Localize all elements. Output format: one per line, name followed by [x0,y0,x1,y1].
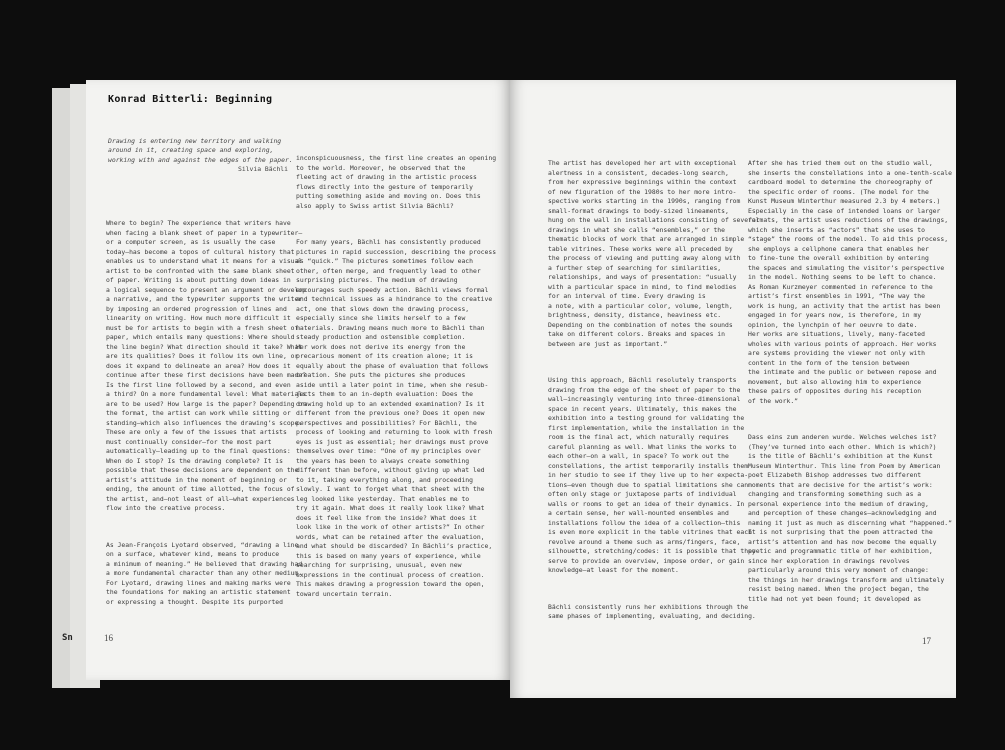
essay-title: Konrad Bitterli: Beginning [108,94,273,105]
right-page [510,80,956,698]
paragraph: Using this approach, Bächli resolutely transports drawing from the edge of the sheet of paper to the wall—increasingly venturing into three-dimensional space in recent years. Ultimately, this makes the exhibition into a testing ground for validating the first implementation, while the installation in the room is the final act, which naturally requires careful planning as well. What links the works to each other—on a wall, in space? To work out the constellations, the artist temporarily installs them in her studio to see if they live up to her expecta- tions—even though due to spatial limitations she can often only stage or juxtapose parts of individual walls or rooms to get an idea of their dynamics. In a certain sense, her wall-mounted ensembles and installations follow the idea of a collection—this is even more explicit in the table vitrines that each revolve around a theme such as arms/fingers, face, silhouette, stretching/codes: it is possible that they serve to provide an overview, impose order, or gain knowledge—at least for the moment. [548,376,756,574]
paragraph: Bächli consistently runs her exhibitions through the same phases of implementing, evaluating, and deciding. [548,602,756,620]
left-column-2 [296,135,506,635]
page-edge-text: Sn [62,633,73,643]
epigraph [108,137,293,175]
epigraph-text: Drawing is entering new territory and walking around in it, creating space and exploring, working with and against the edges of the paper. [108,137,293,164]
paragraph: Where to begin? The experience that writers have when facing a blank sheet of paper in a typewriter— or a computer screen, as is usually the case today—has become a topos of cultural history that enables us to understand what it means for a visual artist to be confronted with the same blank sheet of paper. Writing is about putting down ideas in a logical sequence to present an argument or develop a narrative, and the typewriter supports the writer by imposing an ordered progression of lines and linearity on writing. How much more difficult it must be for artists to begin with a fresh sheet of paper, which entails many questions: Where should the line begin? What direction should it take? What are its qualities? Does it follow its own line, or does it expand to delineate an area? How does it continue after these first decisions have been made? Is the first line followed by a second, and even a third? On a more fundamental level: What materials are to be used? How large is the paper? Depending on the format, the artist can work while sitting or standing—which also influences the drawing’s scope. These are only a few of the issues that artists must continually consider—for the most part automatically—leading up to the final questions: When do I stop? Is the drawing complete? It is possible that these decisions are dependent on the artist’s attitude in the moment of beginning or ending, the amount of time allotted, the focus of the artist, and—not least of all—what experiences flow into the creative process. [106,219,307,512]
page-number-left: 16 [104,633,113,643]
epigraph-author: Silvia Bächli [237,165,288,174]
paragraph: For many years, Bächli has consistently produced pictures in rapid succession, describing the process as “quick.” The pictures sometimes follow each other, often merge, and frequently lead to other surprising pictures. The medium of drawing encourages such speedy action. Bächli views formal and technical issues as a hindrance to the creative act, one that slows down the drawing process, especially since she limits herself to a few materials. Drawing means much more to Bächli than steady production and ostensible completion. Her work does not derive its energy from the precarious moment of its creation alone; it is equally about the phase of evaluation that follows creation. She puts the pictures she produces aside until a later point in time, when she resub- jects them to an in-depth evaluation: Does the drawing hold up to an extended examination? Is it different from the previous one? Does it open new perspectives and possibilities? For Bächli, the process of looking and returning to look with fresh eyes is just as essential; her drawings must prove themselves over time: “One of my principles over the years has been to always create something different than before, without giving up what led to it, taking everything along, and proceeding slowly. I want to forget what that sheet with the leg looked like yesterday. That enables me to try it again. What does it really look like? What does it feel like from the inside? What does it look like in the work of other artists?” In other words, what can be retained after the evaluation, and what should be discarded? In Bächli’s practice, this is based on many years of experience, while searching for surprising, unusual, even new expressions in the continual process of creation. This makes drawing a progression toward the open, toward uncertain terrain. [296,238,497,598]
right-column-2 [748,140,954,610]
left-column-1 [106,200,306,685]
paragraph: As Jean-François Lyotard observed, “drawing a line on a surface, whatever kind, means to produce a minimum of meaning.” He believed that drawing had a more fundamental character than any other medium. For Lyotard, drawing lines and making marks were the foundations for making an artistic statement or expressing a thought. Despite its purported [106,540,303,606]
paragraph: inconspicuousness, the first line creates an opening to the world. Moreover, he observed that the fleeting act of drawing in the artistic process flows directly into the gesture of temporarily putting something aside and moving on. Does this also apply to Swiss artist Silvia Bächli? [296,154,497,210]
page-number-right: 17 [922,636,931,646]
right-column-1 [548,140,760,620]
paragraph: After she has tried them out on the studio wall, she inserts the constellations into a one-tenth-scale cardboard model to determine the choreography of the specific order of rooms. (The model for the Kunst Museum Winterthur measured 2.3 by 4 meters.) Especially in the case of intended loans or larger formats, the artist uses reductions of the drawings, which she inserts as “actors” that she uses to “stage” the rooms of the model. To aid this process, she employs a cellphone camera that enables her to fine-tune the overall exhibition by entering the spaces and simulating the visitor’s perspective in the model. Nothing seems to be left to chance. As Roman Kurzmeyer commented in reference to the artist’s first ensembles in 1991, “The way the work is hung, an activity that the artist has been engaged in for years now, is therefore, in my opinion, the lynchpin of her oeuvre to date. Her works are situations, lively, many-faceted wholes with various points of approach. Her works are systems providing the viewer not only with content in the form of the tension between the intimate and the public or between repose and movement, but also allowing him to experience these pairs of opposites during his reception of the work.” [748,159,952,405]
left-page [86,80,510,680]
paragraph: The artist has developed her art with exceptional alertness in a consistent, decades-long search, from her expressive beginnings within the context of new figuration of the 1980s to her more intro- spective works starting in the 1990s, ranging from small-format drawings to body-sized lineaments, hung on the wall in installations consisting of several drawings in what she calls “ensembles,” or the thematic blocks of work that are arranged in simple table vitrines. These works were all preceded by the process of viewing and putting away along with a further step of searching for similarities, relationships, and ways of presentation: “usually with a particular space in mind, to find melodies for an interval of time. Every drawing is a note, with a particular color, volume, length, brightness, density, distance, heaviness etc. Depending on the combination of notes the sounds take on different colors. Breaks and spaces in between are just as important.” [548,159,760,348]
paragraph: Dass eins zum anderen wurde. Welches welches ist? (They’ve turned into each other. Which is which?) is the title of Bächli’s exhibition at the Kunst Museum Winterthur. This line from Poem by American poet Elizabeth Bishop addresses two different moments that are decisive for the artist’s work: changing and transforming something such as a personal experience into the medium of drawing, and perception of these changes—acknowledging and naming it just as much as discerning what “happened.” It is not surprising that the poem attracted the artist’s attention and has now become the equally poetic and programmatic title of her exhibition, since her exploration in drawings revolves particularly around this very moment of change: the things in her drawings transform and ultimately resist being named. When the project began, the title had not yet been found; it developed as [748,433,952,603]
